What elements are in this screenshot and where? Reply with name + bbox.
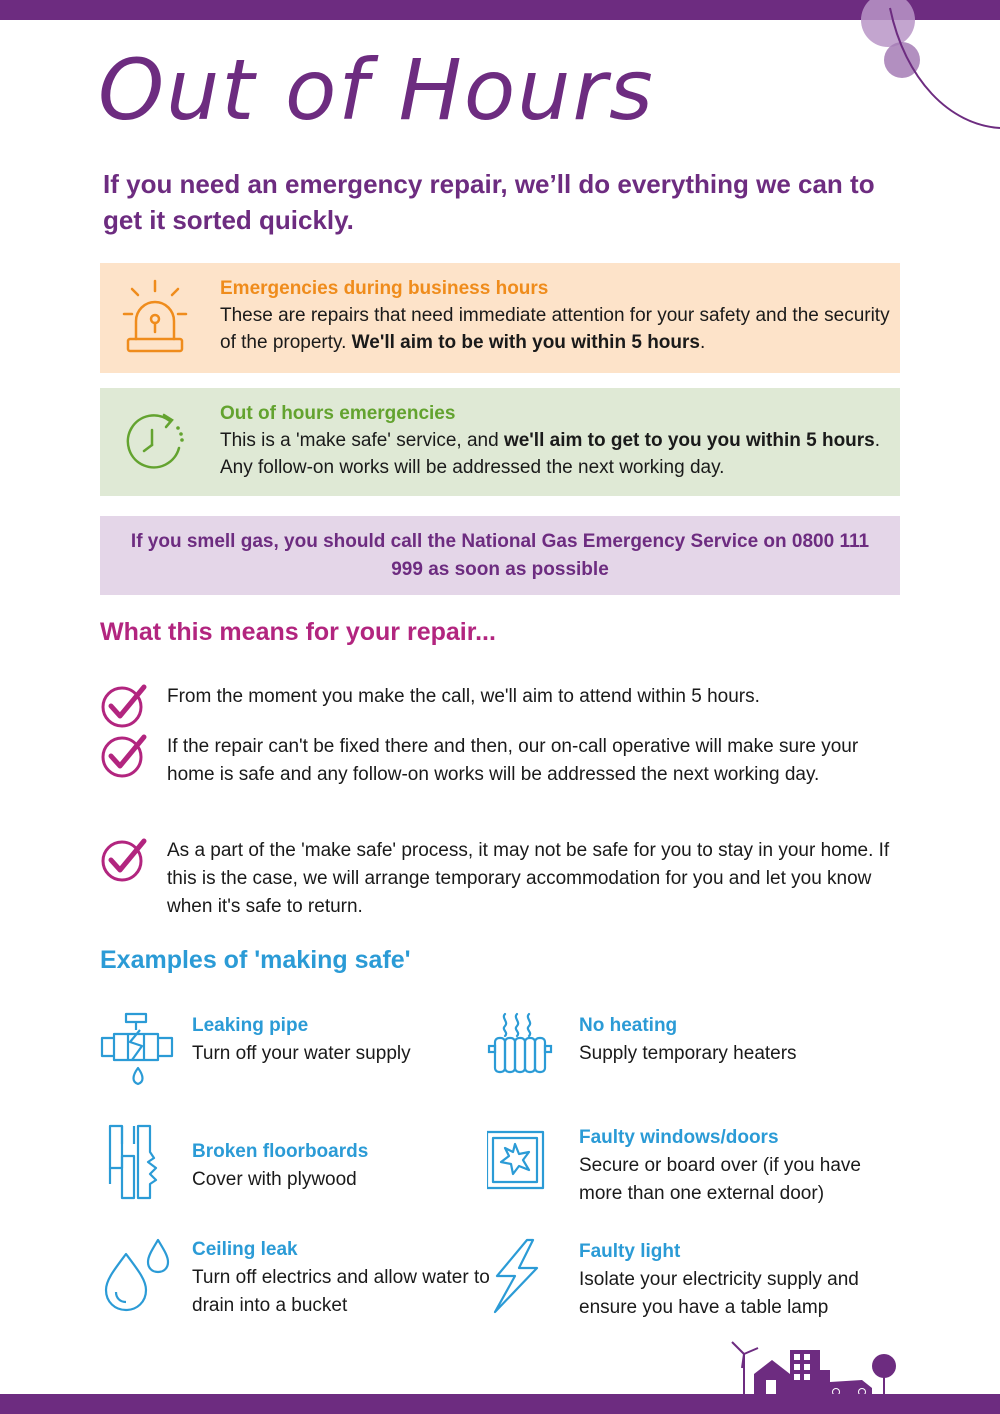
example-title: Faulty light <box>579 1241 681 1262</box>
repair-section-heading: What this means for your repair... <box>100 618 496 646</box>
out-of-hours-heading: Out of hours emergencies <box>220 403 456 424</box>
clock-icon <box>120 402 190 482</box>
pipe-tap-icon <box>100 1012 180 1092</box>
example-text <box>579 1124 899 1208</box>
example-title: Broken floorboards <box>192 1141 369 1162</box>
business-hours-box <box>100 263 900 373</box>
page-title: Out of Hours <box>98 41 655 139</box>
out-of-hours-bold: we'll aim to get to you you within 5 hours <box>503 430 875 451</box>
out-of-hours-box <box>100 388 900 496</box>
floorboards-icon <box>100 1124 180 1204</box>
checkmark-circle-icon <box>100 837 150 883</box>
example-text <box>579 1012 899 1068</box>
example-description: Supply temporary heaters <box>579 1043 797 1064</box>
out-of-hours-text <box>220 400 890 481</box>
repair-item-text: From the moment you make the call, we'll aim to attend within 5 hours. <box>167 686 760 707</box>
business-hours-body: These are repairs that need immediate attention for your safety and the security of the property. <box>220 305 890 353</box>
lightning-icon <box>487 1238 567 1318</box>
gas-notice-box <box>100 516 900 595</box>
out-of-hours-body: This is a 'make safe' service, and <box>220 430 504 451</box>
example-text <box>192 1012 512 1068</box>
example-description: Turn off your water supply <box>192 1043 411 1064</box>
water-drops-icon <box>100 1236 180 1316</box>
business-hours-heading: Emergencies during business hours <box>220 278 549 299</box>
out-of-hours-end: . Any follow-on works will be addressed the next working day. <box>220 430 881 478</box>
checkmark-circle-icon <box>100 733 150 779</box>
example-description: Cover with plywood <box>192 1169 357 1190</box>
broken-window-icon <box>487 1124 567 1204</box>
gas-notice-text: If you smell gas, you should call the National Gas Emergency Service on 0800 111 999 as soon as possible <box>130 530 870 580</box>
example-description: Turn off electrics and allow water to drain into a bucket <box>192 1267 490 1316</box>
example-description: Secure or board over (if you have more than one external door) <box>579 1155 861 1204</box>
intro-text: If you need an emergency repair, we’ll do everything we can to get it sorted quickly. <box>103 169 875 235</box>
town-skyline-illustration <box>722 1340 902 1396</box>
business-hours-bold: We'll aim to be with you within 5 hours <box>351 332 700 353</box>
example-description: Isolate your electricity supply and ensure you have a table lamp <box>579 1269 859 1318</box>
example-title: No heating <box>579 1015 678 1036</box>
example-text <box>192 1138 512 1194</box>
example-title: Faulty windows/doors <box>579 1127 779 1148</box>
checkmark-circle-icon <box>100 683 150 729</box>
examples-section-heading: Examples of 'making safe' <box>100 946 411 974</box>
repair-item-text: If the repair can't be fixed there and then, our on-call operative will make sure your home is safe and any follow-on works will be addressed the next working day. <box>167 736 859 785</box>
example-title: Ceiling leak <box>192 1239 298 1260</box>
business-hours-text <box>220 275 890 356</box>
repair-item-text: As a part of the 'make safe' process, it may not be safe for you to stay in your home. If this is the case, we will arrange temporary accommodation for you and let you know when it's safe to return. <box>167 840 890 917</box>
business-hours-end: . <box>699 332 706 353</box>
bottom-bar <box>0 1394 1000 1414</box>
alarm-light-icon <box>120 277 190 357</box>
radiator-icon <box>487 1012 567 1092</box>
example-title: Leaking pipe <box>192 1015 309 1036</box>
example-text <box>579 1238 899 1322</box>
example-text <box>192 1236 512 1320</box>
